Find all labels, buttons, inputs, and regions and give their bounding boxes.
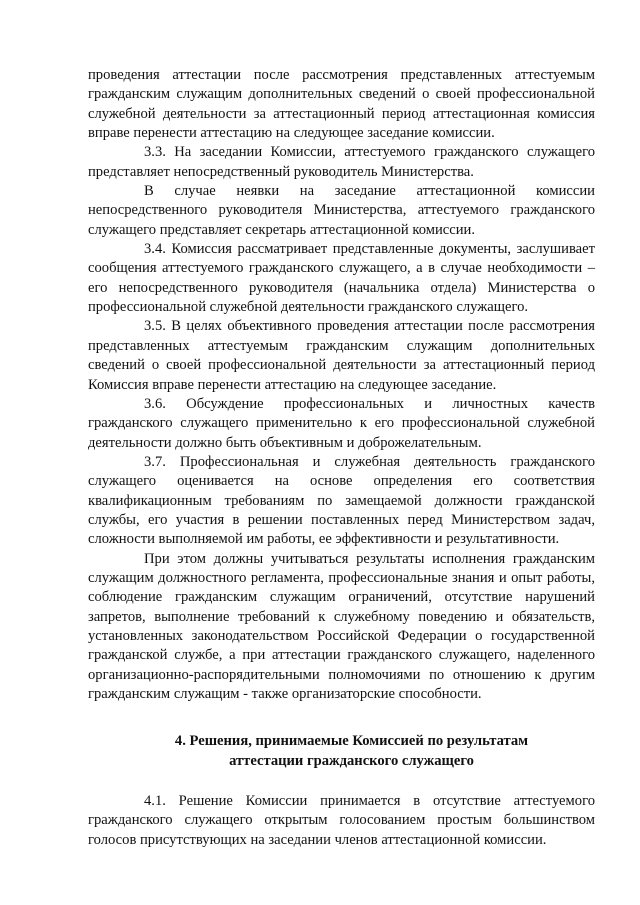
document-body [88,66,595,850]
paragraph-3-7-criteria: При этом должны учитываться результаты исполнения гражданским служащим должностного регламента, профессиональные знания и опыт работы, соблюдение гражданским служащим ограничений, отсутствие нарушений запретов, выполнение требований к служебному поведению и обязательств, установленных законодательством Российской Федерации о государственной гражданской службе, а при аттестации гражданского служащего, наделенного организационно-распорядительными полномочиями по отношению к другим гражданским служащим - также организаторские способности. [88,550,595,702]
paragraph-4-1: 4.1. Решение Комиссии принимается в отсутствие аттестуемого гражданского служащего открытым голосованием простым большинством голосов присутствующих на заседании членов аттестационной комиссии. [88,793,595,848]
paragraph-3-5: 3.5. В целях объективного проведения аттестации после рассмотрения представленных аттестуемым гражданским служащим дополнительных сведений о своей профессиональной деятельности за аттестационный период Комиссия вправе перенести аттестацию на следующее заседание. [88,318,595,393]
section-4-heading-line-2: аттестации гражданского служащего [229,752,474,769]
paragraph-continuation: проведения аттестации после рассмотрения представленных аттестуемым гражданским служащим дополнительных сведений о своей профессиональной служебной деятельности за аттестационный период аттестационная комиссия вправе перенести аттестацию на следующее заседание комиссии. [88,67,595,142]
section-4-heading-line-1: 4. Решения, принимаемые Комиссией по результатам [174,733,529,750]
paragraph-3-6: 3.6. Обсуждение профессиональных и личностных качеств гражданского служащего применительно к его профессиональной служебной деятельности должно быть объективным и доброжелательным. [88,395,595,451]
paragraph-3-3: 3.3. На заседании Комиссии, аттестуемого гражданского служащего представляет непосредственный руководитель Министерства. [88,144,595,180]
paragraph-3-7: 3.7. Профессиональная и служебная деятельность гражданского служащего оценивается на основе определения его соответствия квалификационным требованиям по замещаемой должности гражданской службы, его участия в решении поставленных перед Министерством задач, сложности выполняемой им работы, ее эффективности и результативности. [88,453,595,548]
paragraph-3-4: 3.4. Комиссия рассматривает представленные документы, заслушивает сообщения аттестуемого гражданского служащего, а в случае необходимости – его непосредственного руководителя (начальника отдела) Министерства о профессиональной служебной деятельности гражданского служащего. [88,241,595,316]
paragraph-3-3-absence: В случае неявки на заседание аттестационной комиссии непосредственного руководителя Министерства, аттестуемого гражданского служащего представляет секретарь аттестационной комиссии. [88,183,595,238]
section-4-heading [88,732,595,771]
